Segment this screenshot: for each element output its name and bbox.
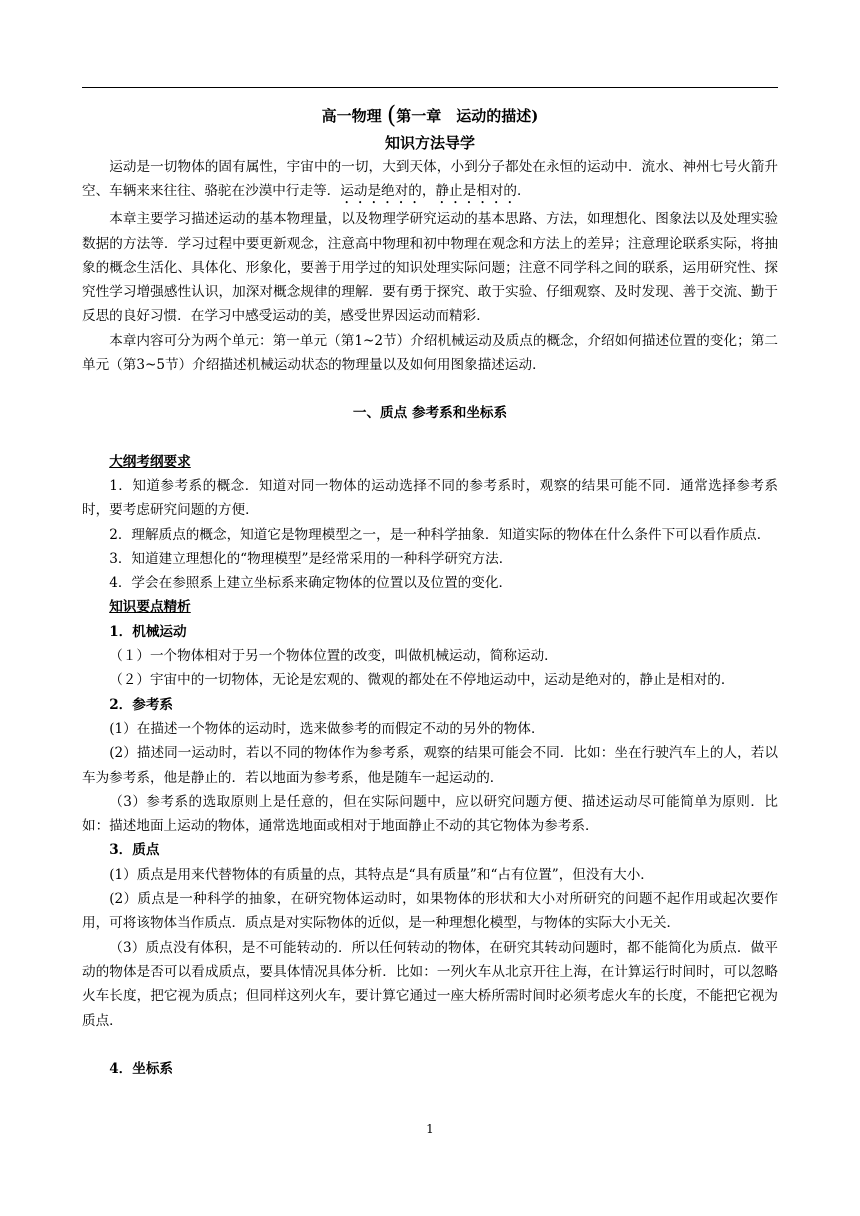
point-title-coordinate-system: 4．坐标系 bbox=[109, 1060, 174, 1077]
point-item: （２）宇宙中的一切物体，无论是宏观的、微观的都处在不停地运动中，运动是绝对的，静止是相对的． bbox=[109, 672, 735, 689]
point-item: （１）一个物体相对于另一个物体位置的改变，叫做机械运动，简称运动． bbox=[109, 648, 558, 665]
point-item: （3）质点没有体积，是不可能转动的．所以任何转动的物体，在研究其转动问题时，都不能简化为质点．做平动的物体是否可以看成质点，要具体情况具体分析．比如：一列火车从北京开往上海，在计算运行时间时，可以忽略火车长度，把它视为质点；但同样这列火车，要计算它通过一座大桥所需时间时必须考虑火车的长度，不能把它视为质点． bbox=[82, 939, 778, 1029]
point-title-mechanical-motion: 1．机械运动 bbox=[109, 623, 187, 640]
point-title-reference-frame: 2．参考系 bbox=[109, 696, 174, 713]
point-item: (2）质点是一种科学的抽象，在研究物体运动时，如果物体的形状和大小对所研究的问题不起作用或起次要作用，可将该物体当作质点．质点是对实际物体的近似，是一种理想化模型，与物体的实际大小无关． bbox=[82, 891, 778, 932]
page-number: 1 bbox=[426, 1122, 434, 1136]
section-subtitle: 知识方法导学 bbox=[384, 134, 475, 152]
title-paren: ( bbox=[386, 101, 397, 129]
outline-item: 2．理解质点的概念，知道它是物理模型之一，是一种科学抽象．知道实际的物体在什么条件下可以看作质点． bbox=[109, 526, 771, 543]
points-heading: 知识要点精析 bbox=[109, 599, 191, 616]
title-main: 高一物理 bbox=[321, 107, 382, 125]
document-body bbox=[82, 100, 778, 1081]
intro-paragraph-1 bbox=[82, 155, 778, 207]
outline-item: 1．知道参考系的概念．知道对同一物体的运动选择不同的参考系时，观察的结果可能不同．通常选择参考系时，要考虑研究问题的方便． bbox=[82, 477, 778, 519]
outline-item: 4．学会在参照系上建立坐标系来确定物体的位置以及位置的变化． bbox=[109, 575, 513, 592]
point-item: (2）描述同一运动时，若以不同的物体作为参考系，观察的结果可能会不同．比如：坐在行驶汽车上的人，若以车为参考系，他是静止的．若以地面为参考系，他是随车一起运动的． bbox=[82, 745, 778, 786]
document-title bbox=[82, 100, 778, 131]
point-item: (1）质点是用来代替物体的有质量的点，其特点是“具有质量”和“占有位置”，但没有大小． bbox=[109, 866, 654, 883]
header-rule bbox=[82, 87, 778, 88]
outline-heading: 大纲考纲要求 bbox=[109, 453, 191, 470]
spacer bbox=[82, 1033, 778, 1057]
point-title-particle: 3．质点 bbox=[109, 842, 160, 859]
point-item: (1）在描述一个物体的运动时，选来做参考的而假定不动的另外的物体． bbox=[109, 720, 545, 737]
intro-paragraph-2: 本章主要学习描述运动的基本物理量，以及物理学研究运动的基本思路、方法，如理想化、图象法以及处理实验数据的方法等．学习过程中要更新观念，注意高中物理和初中物理在观念和方法上的差异；注意理论联系实际，将抽象的概念生活化、具体化、形象化，要善于用学过的知识处理实际问题；注意不同学科之间的联系，运用研究性、探究性学习增强感性认识，加深对概念规律的理解．要有勇于探究、敢于实验、仔细观察、及时发现、善于交流、勤于反思的良好习惯．在学习中感受运动的美，感受世界因运动而精彩． bbox=[82, 211, 778, 325]
point-item: （3）参考系的选取原则上是任意的，但在实际问题中，应以研究问题方便、描述运动尽可能简单为原则．比如：描述地面上运动的物体，通常选地面或相对于地面静止不动的其它物体为参考系． bbox=[82, 793, 778, 835]
intro-p1-text: 运动是一切物体的固有属性，宇宙中的一切，大到天体，小到分子都处在永恒的运动中．流水、神州七号火箭升空、车辆来来往往、骆驼在沙漠中行走等． bbox=[82, 159, 778, 200]
outline-item: 3．知道建立理想化的“物理模型”是经常采用的一种科学研究方法． bbox=[109, 550, 513, 567]
title-chapter: 第一章 运动的描述) bbox=[396, 107, 539, 125]
section-heading: 一、质点 参考系和坐标系 bbox=[352, 405, 508, 422]
intro-paragraph-3: 本章内容可分为两个单元：第一单元（第1~2节）介绍机械运动及质点的概念，介绍如何描述位置的变化；第二单元（第3~5节）介绍描述机械运动状态的物理量以及如何用图象描述运动． bbox=[82, 332, 778, 374]
intro-p1-emphasis: 运动是绝对的，静止是相对的． bbox=[340, 183, 531, 200]
